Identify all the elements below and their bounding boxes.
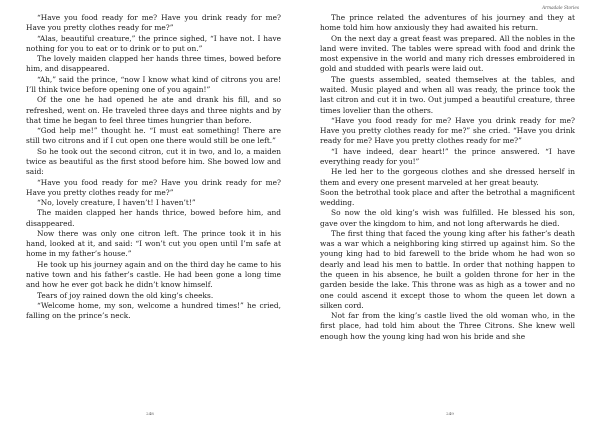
paragraph: “Alas, beautiful creature,” the prince sighed, “I have not. I have nothing for you to eat or to drink or to put on.” [26, 33, 281, 53]
paragraph: He led her to the gorgeous clothes and she dressed herself in them and every one present marveled at her great beauty. [320, 167, 575, 187]
left-page-text [26, 13, 281, 321]
paragraph: Soon the betrothal took place and after the betrothal a magnificent wedding. [320, 187, 575, 208]
paragraph: “Have you food ready for me? Have you drink ready for me? Have you pretty clothes ready for me?” [26, 177, 281, 197]
paragraph: The lovely maiden clapped her hands three times, bowed before him, and disappeared. [26, 54, 281, 74]
paragraph: “No, lovely creature, I haven’t! I haven’t!” [37, 198, 196, 208]
right-page [300, 0, 600, 424]
paragraph: Tears of joy rained down the old king’s cheeks. [37, 290, 214, 300]
paragraph: Of the one he had opened he ate and drank his fill, and so refreshed, went on. He traveled three days and three nights and by that time he began to feel three times hungrier than before. [26, 95, 281, 125]
running-head: Armadale Stories [542, 5, 579, 10]
paragraph: Not far from the king’s castle lived the old woman who, in the first place, had told him about the Three Citrons. She knew well enough how the young king had won his bride and she [320, 311, 575, 341]
paragraph: On the next day a great feast was prepared. All the nobles in the land were invited. The tables were spread with food and drink the most expensive in the world and many rich dresses embroidered in gold and studded with pearls were laid out. [320, 33, 575, 74]
paragraph: “Have you food ready for me? Have you drink ready for me? Have you pretty clothes ready for me?” [26, 13, 281, 33]
paragraph: The prince related the adventures of his journey and they at home told him how anxiously they had awaited his return. [320, 13, 575, 33]
paragraph: He took up his journey again and on the third day he came to his native town and his father’s castle. He had been gone a long time and how he ever got back he didn’t know himself. [26, 259, 281, 290]
paragraph: The first thing that faced the young king after his father’s death was a war which a neighboring king stirred up against him. So the young king had to bid farewell to the bride whom he had won so dearly and lead his men to battle. In order that nothing happen to the queen in his absence, he built a golden throne for her in the garden beside the lake. This throne was as high as a tower and no one could ascend it except those to whom the queen let down a silken cord. [320, 228, 575, 310]
paragraph: “Welcome home, my son, welcome a hundred times!” he cried, falling on the prince’s neck. [26, 300, 281, 321]
page-number: 248 [146, 411, 154, 416]
paragraph: So now the old king’s wish was fulfilled. He blessed his son, gave over the kingdom to him, and not long afterwards he died. [320, 208, 575, 228]
paragraph: Now there was only one citron left. The prince took it in his hand, looked at it, and said: “I won’t cut you open until I’m safe at home in my father’s house.” [26, 228, 281, 259]
paragraph: “God help me!” thought he. “I must eat something! There are still two citrons and if I cut open one there would still be one left.” [26, 126, 281, 146]
page-number: 249 [446, 411, 454, 416]
paragraph: The maiden clapped her hands thrice, bowed before him, and disappeared. [26, 208, 281, 228]
paragraph: “Ah,” said the prince, “now I know what kind of citrons you are! I’ll think twice before opening one of you again!” [26, 74, 281, 94]
paragraph: “I have indeed, dear heart!” the prince answered. “I have everything ready for you!” [320, 146, 575, 166]
paragraph: “Have you food ready for me? Have you drink ready for me? Have you pretty clothes ready for me?” she cried. “Have you drink ready for me? Have you pretty clothes ready for me?” [320, 115, 575, 146]
paragraph: The guests assembled, seated themselves at the tables, and waited. Music played and when all was ready, the prince took the last citron and cut it in two. Out jumped a beautiful creature, three times lovelier than the others. [320, 74, 575, 115]
paragraph: So he took out the second citron, cut it in two, and lo, a maiden twice as beautiful as the first stood before him. She bowed low and said: [26, 146, 281, 177]
right-page-text [320, 13, 575, 342]
